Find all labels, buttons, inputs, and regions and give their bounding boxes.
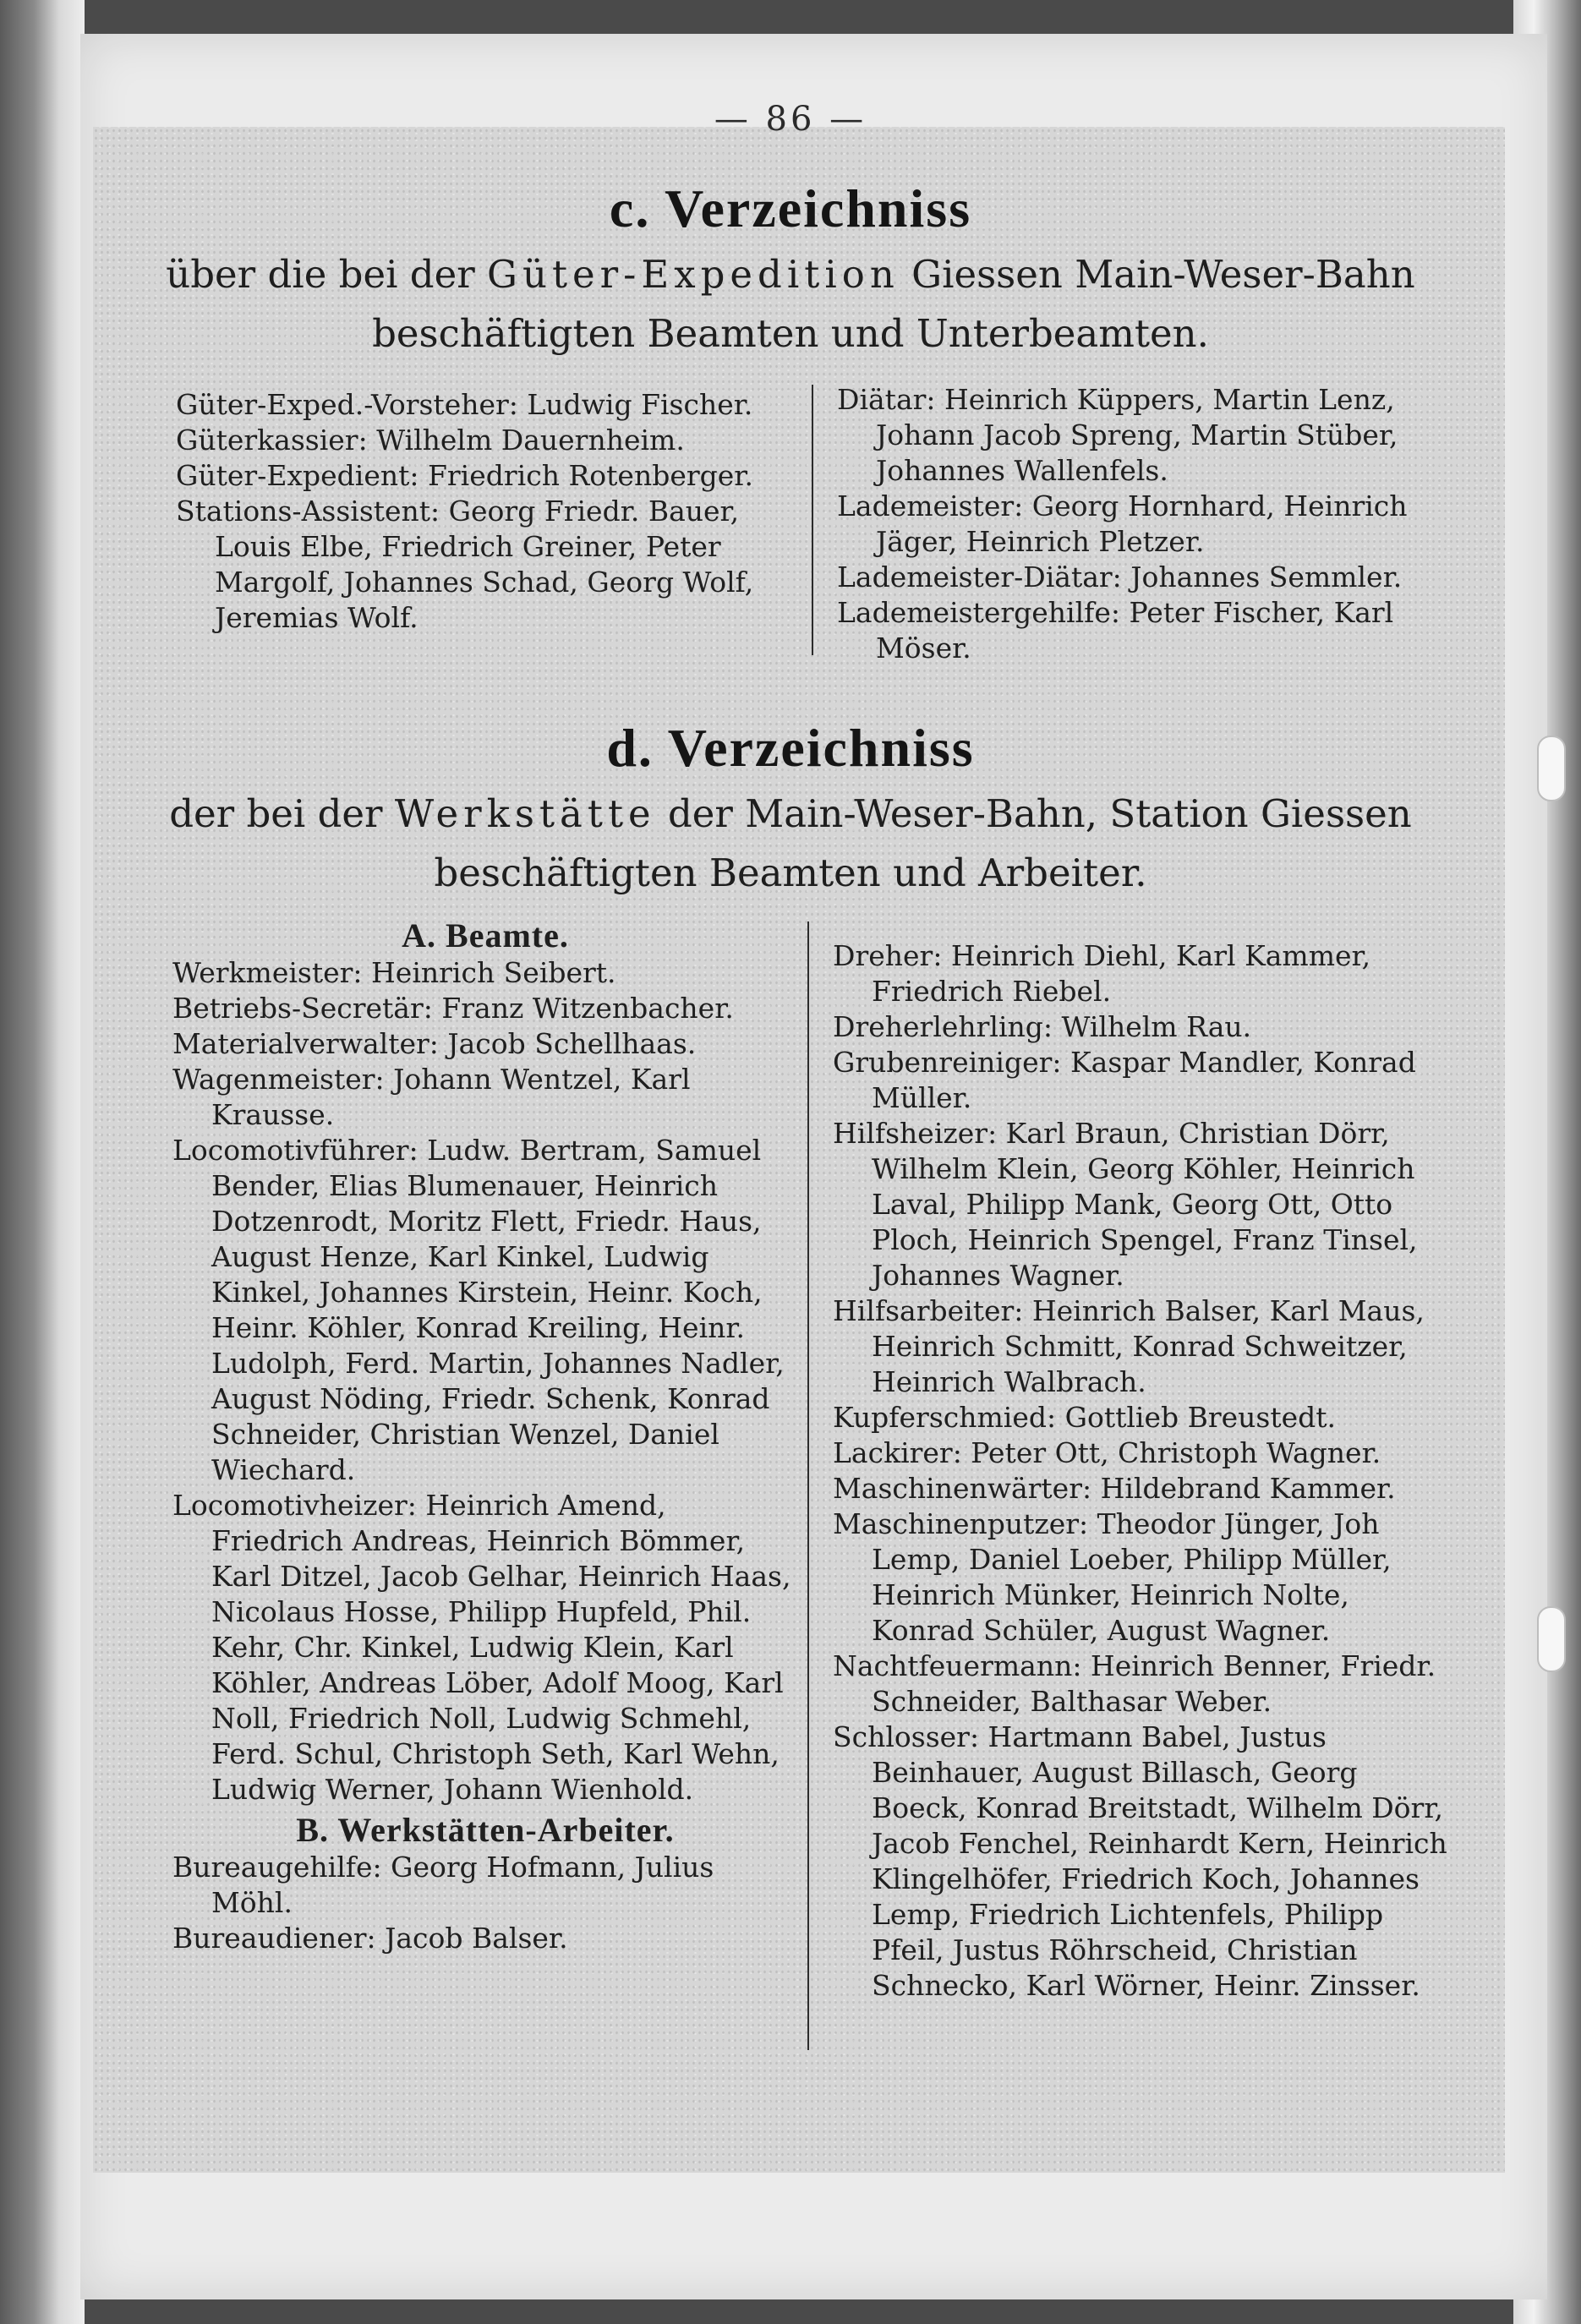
section-c-left-column — [176, 387, 797, 636]
staff-entry: Güter-Expedient: Friedrich Rotenberger. — [176, 459, 753, 492]
staff-entry: Betriebs-Secretär: Franz Witzenbacher. — [172, 992, 734, 1025]
subtitle-text: der Main-Weser-Bahn, Station Giessen — [655, 791, 1412, 836]
staff-entry: Lademeister: Georg Hornhard, Heinrich Jäger, Heinrich Pletzer. — [837, 489, 1408, 558]
page-number: — 86 — — [714, 100, 867, 139]
subtitle-spaced-text: Werkstätte — [394, 791, 656, 836]
section-c-subtitle-line1 — [0, 252, 1581, 297]
staff-entry: Bureaugehilfe: Georg Hofmann, Julius Möhl. — [172, 1851, 714, 1919]
section-c-heading: c. Verzeichniss — [609, 178, 972, 238]
staff-entry: Locomotivführer: Ludw. Bertram, Samuel Bender, Elias Blumenauer, Heinrich Dotzenrodt, Moritz Flett, Friedr. Haus, August Henze, Karl Kinkel, Ludwig Kinkel, Johannes Kirstein, Heinr. Koch, Heinr. Köhler, Konrad Kreiling, Heinr. Ludolph, Ferd. Martin, Johannes Nadler, August Nöding, Friedr. Schenk, Konrad Schneider, Christian Wenzel, Daniel Wiechard. — [172, 1134, 785, 1486]
staff-entry: Lademeister-Diätar: Johannes Semmler. — [837, 560, 1403, 593]
section-d-subtitle-line1 — [0, 791, 1581, 836]
staff-entry: Lackirer: Peter Ott, Christoph Wagner. — [833, 1436, 1381, 1469]
staff-entry: Güter-Exped.-Vorsteher: Ludwig Fischer. — [176, 388, 753, 421]
staff-entry: Kupferschmied: Gottlieb Breustedt. — [833, 1401, 1337, 1434]
staff-entry: Grubenreiniger: Kaspar Mandler, Konrad Müller. — [833, 1046, 1416, 1114]
part-b-heading: B. Werkstätten-Arbeiter. — [296, 1811, 675, 1849]
section-c-subtitle-line2: beschäftigten Beamten und Unterbeamten. — [372, 311, 1209, 356]
subtitle-text: über die bei der — [166, 252, 488, 297]
staff-entry: Dreherlehrling: Wilhelm Rau. — [833, 1010, 1252, 1043]
staff-entry: Wagenmeister: Johann Wentzel, Karl Krausse. — [172, 1063, 691, 1131]
section-d-heading: d. Verzeichniss — [606, 718, 975, 778]
staff-entry: Bureaudiener: Jacob Balser. — [172, 1922, 568, 1955]
subtitle-spaced-text: Güter-Expedition — [487, 252, 900, 297]
section-d-left-column — [172, 918, 798, 1956]
section-d-right-column — [833, 938, 1458, 2004]
section-d-subtitle-line2: beschäftigten Beamten und Arbeiter. — [434, 850, 1147, 895]
column-divider — [812, 385, 813, 655]
staff-entry: Hilfsarbeiter: Heinrich Balser, Karl Maus, Heinrich Schmitt, Konrad Schweitzer, Heinrich Walbrach. — [833, 1294, 1425, 1398]
staff-entry: Dreher: Heinrich Diehl, Karl Kammer, Friedrich Riebel. — [833, 939, 1371, 1008]
staff-entry: Locomotivheizer: Heinrich Amend, Friedrich Andreas, Heinrich Bömmer, Karl Ditzel, Jacob Gelhar, Heinrich Haas, Nicolaus Hosse, Philipp Hupfeld, Phil. Kehr, Chr. Kinkel, Ludwig Klein, Karl Köhler, Andreas Löber, Adolf Moog, Karl Noll, Friedrich Noll, Ludwig Schmehl, Ferd. Schul, Christoph Seth, Karl Wehn, Ludwig Werner, Johann Wienhold. — [172, 1489, 791, 1806]
staff-entry: Nachtfeuermann: Heinrich Benner, Friedr. Schneider, Balthasar Weber. — [833, 1649, 1436, 1718]
staff-entry: Diätar: Heinrich Küppers, Martin Lenz, Johann Jacob Spreng, Martin Stüber, Johannes Wallenfels. — [837, 383, 1398, 487]
staff-entry: Maschinenputzer: Theodor Jünger, Joh Lemp, Daniel Loeber, Philipp Müller, Heinrich Münker, Heinrich Nolte, Konrad Schüler, August Wagner. — [833, 1507, 1392, 1647]
staff-entry: Hilfsheizer: Karl Braun, Christian Dörr, Wilhelm Klein, Georg Köhler, Heinrich Laval, Philipp Mank, Georg Ott, Otto Ploch, Heinrich Spengel, Franz Tinsel, Johannes Wagner. — [833, 1117, 1418, 1292]
subtitle-text: Giessen Main-Weser-Bahn — [899, 252, 1415, 297]
staff-entry: Stations-Assistent: Georg Friedr. Bauer, Louis Elbe, Friedrich Greiner, Peter Margolf, Johannes Schad, Georg Wolf, Jeremias Wolf. — [176, 495, 754, 634]
staff-entry: Lademeistergehilfe: Peter Fischer, Karl Möser. — [837, 596, 1394, 664]
staff-entry: Güterkassier: Wilhelm Dauernheim. — [176, 424, 685, 457]
staff-entry: Schlosser: Hartmann Babel, Justus Beinhauer, August Billasch, Georg Boeck, Konrad Breitstadt, Wilhelm Dörr, Jacob Fenchel, Reinhardt Kern, Heinrich Klingelhöfer, Friedrich Koch, Johannes Lemp, Friedrich Lichtenfels, Philipp Pfeil, Justus Röhrscheid, Christian Schnecko, Karl Wörner, Heinr. Zinsser. — [833, 1720, 1447, 2002]
staff-entry: Maschinenwärter: Hildebrand Kammer. — [833, 1472, 1396, 1505]
part-a-heading: A. Beamte. — [402, 916, 569, 954]
column-divider — [807, 921, 809, 2050]
section-c-right-column — [837, 382, 1458, 666]
subtitle-text: der bei der — [169, 791, 395, 836]
staff-entry: Werkmeister: Heinrich Seibert. — [172, 956, 616, 989]
punch-hole — [1537, 1606, 1566, 1672]
staff-entry: Materialverwalter: Jacob Schellhaas. — [172, 1027, 697, 1060]
